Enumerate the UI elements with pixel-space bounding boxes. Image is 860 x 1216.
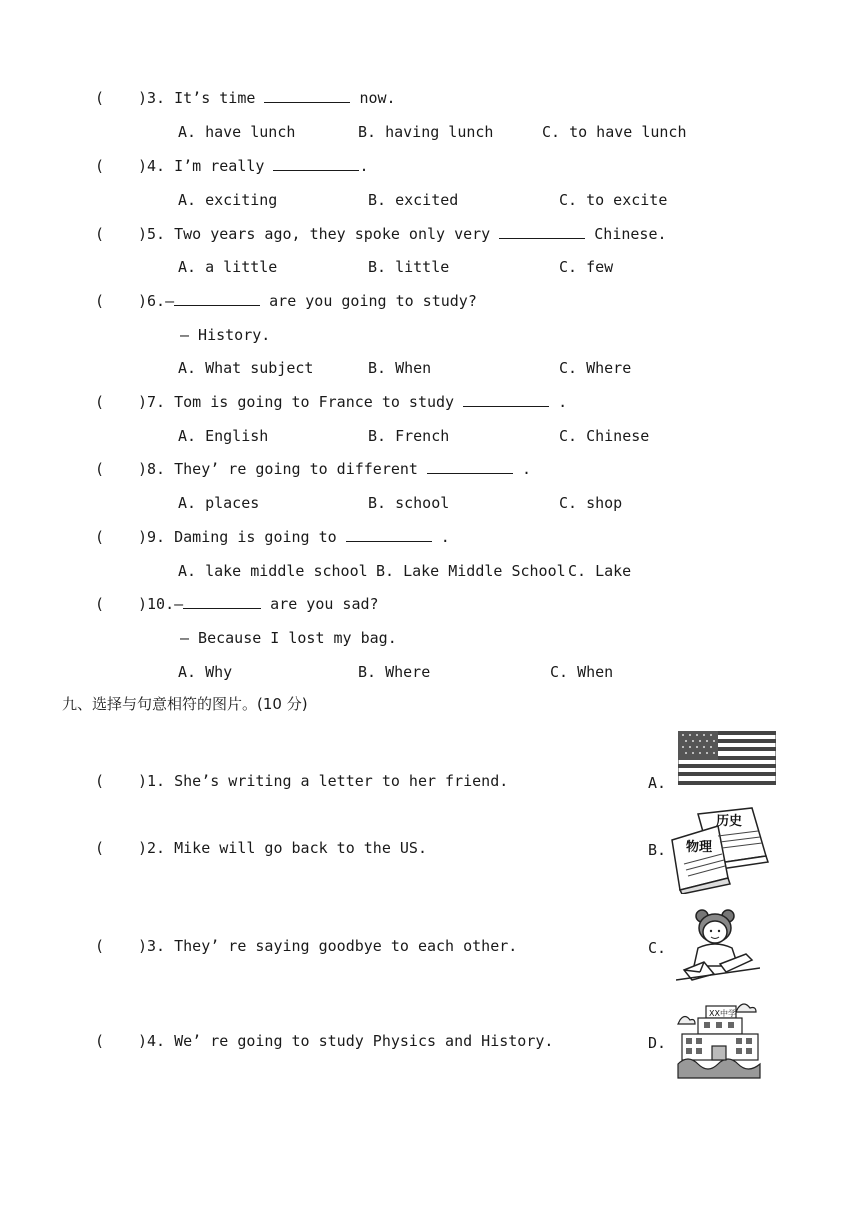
option-c[interactable]: C. Chinese — [559, 427, 650, 445]
option-c[interactable]: C. When — [550, 663, 614, 681]
picture-letter: A. — [648, 774, 667, 792]
option-a[interactable]: A. lake middle school — [178, 562, 368, 580]
question-stem: )8. They’ re going to different . — [138, 460, 532, 478]
dialogue-answer: — Because I lost my bag. — [180, 629, 397, 647]
answer-paren[interactable]: ( — [95, 528, 105, 546]
answer-blank[interactable] — [183, 594, 261, 609]
school-sign: XX中学 — [709, 1009, 736, 1018]
answer-paren[interactable]: ( — [95, 89, 105, 107]
option-c[interactable]: C. Where — [559, 359, 632, 377]
option-a[interactable]: A. What subject — [178, 359, 314, 377]
question-stem: )7. Tom is going to France to study . — [138, 393, 568, 411]
option-a[interactable]: A. a little — [178, 258, 278, 276]
girl-writing-picture — [676, 904, 760, 986]
question-stem: )3. It’s time now. — [138, 89, 396, 107]
answer-paren[interactable]: ( — [95, 393, 105, 411]
option-b[interactable]: B. Lake Middle School — [376, 562, 566, 580]
answer-paren[interactable]: ( — [95, 460, 105, 478]
answer-blank[interactable] — [499, 224, 585, 239]
section-title: 九、选择与句意相符的图片。(10 分) — [62, 695, 308, 713]
answer-paren[interactable]: ( — [95, 225, 105, 243]
school-building-picture — [676, 998, 762, 1082]
option-b[interactable]: B. excited — [368, 191, 459, 209]
option-b[interactable]: B. Where — [358, 663, 431, 681]
option-a[interactable]: A. have lunch — [178, 123, 296, 141]
option-b[interactable]: B. school — [368, 494, 450, 512]
answer-paren[interactable]: ( — [95, 772, 105, 790]
answer-paren[interactable]: ( — [95, 1032, 105, 1050]
question-stem: )1. She’s writing a letter to her friend. — [138, 772, 509, 790]
answer-paren[interactable]: ( — [95, 157, 105, 175]
answer-blank[interactable] — [346, 527, 432, 542]
answer-blank[interactable] — [264, 88, 350, 103]
picture-letter: B. — [648, 841, 667, 859]
question-stem: )10.— are you sad? — [138, 595, 379, 613]
question-stem: )9. Daming is going to . — [138, 528, 450, 546]
answer-blank[interactable] — [463, 392, 549, 407]
answer-blank[interactable] — [273, 156, 359, 171]
option-a[interactable]: A. Why — [178, 663, 233, 681]
question-stem: )5. Two years ago, they spoke only very Chinese. — [138, 225, 667, 243]
option-c[interactable]: C. to have lunch — [542, 123, 687, 141]
question-stem: )4. I’m really . — [138, 157, 369, 175]
answer-blank[interactable] — [427, 459, 513, 474]
question-stem: )6.— are you going to study? — [138, 292, 477, 310]
answer-paren[interactable]: ( — [95, 595, 105, 613]
option-a[interactable]: A. places — [178, 494, 260, 512]
option-c[interactable]: C. shop — [559, 494, 623, 512]
answer-paren[interactable]: ( — [95, 292, 105, 310]
option-b[interactable]: B. When — [368, 359, 432, 377]
option-a[interactable]: A. English — [178, 427, 269, 445]
books-picture — [666, 806, 770, 894]
answer-paren[interactable]: ( — [95, 937, 105, 955]
option-c[interactable]: C. few — [559, 258, 614, 276]
option-b[interactable]: B. French — [368, 427, 450, 445]
answer-blank[interactable] — [174, 291, 260, 306]
question-stem: )4. We’ re going to study Physics and History. — [138, 1032, 554, 1050]
option-b[interactable]: B. little — [368, 258, 450, 276]
physics-book-label: 物理 — [686, 840, 713, 855]
option-a[interactable]: A. exciting — [178, 191, 278, 209]
picture-letter: D. — [648, 1034, 667, 1052]
option-b[interactable]: B. having lunch — [358, 123, 494, 141]
question-stem: )2. Mike will go back to the US. — [138, 839, 427, 857]
dialogue-answer: — History. — [180, 326, 271, 344]
picture-letter: C. — [648, 939, 667, 957]
answer-paren[interactable]: ( — [95, 839, 105, 857]
history-book-label: 历史 — [716, 814, 743, 829]
option-c[interactable]: C. Lake — [568, 562, 632, 580]
us-flag-picture — [678, 731, 776, 785]
question-stem: )3. They’ re saying goodbye to each other. — [138, 937, 518, 955]
option-c[interactable]: C. to excite — [559, 191, 668, 209]
